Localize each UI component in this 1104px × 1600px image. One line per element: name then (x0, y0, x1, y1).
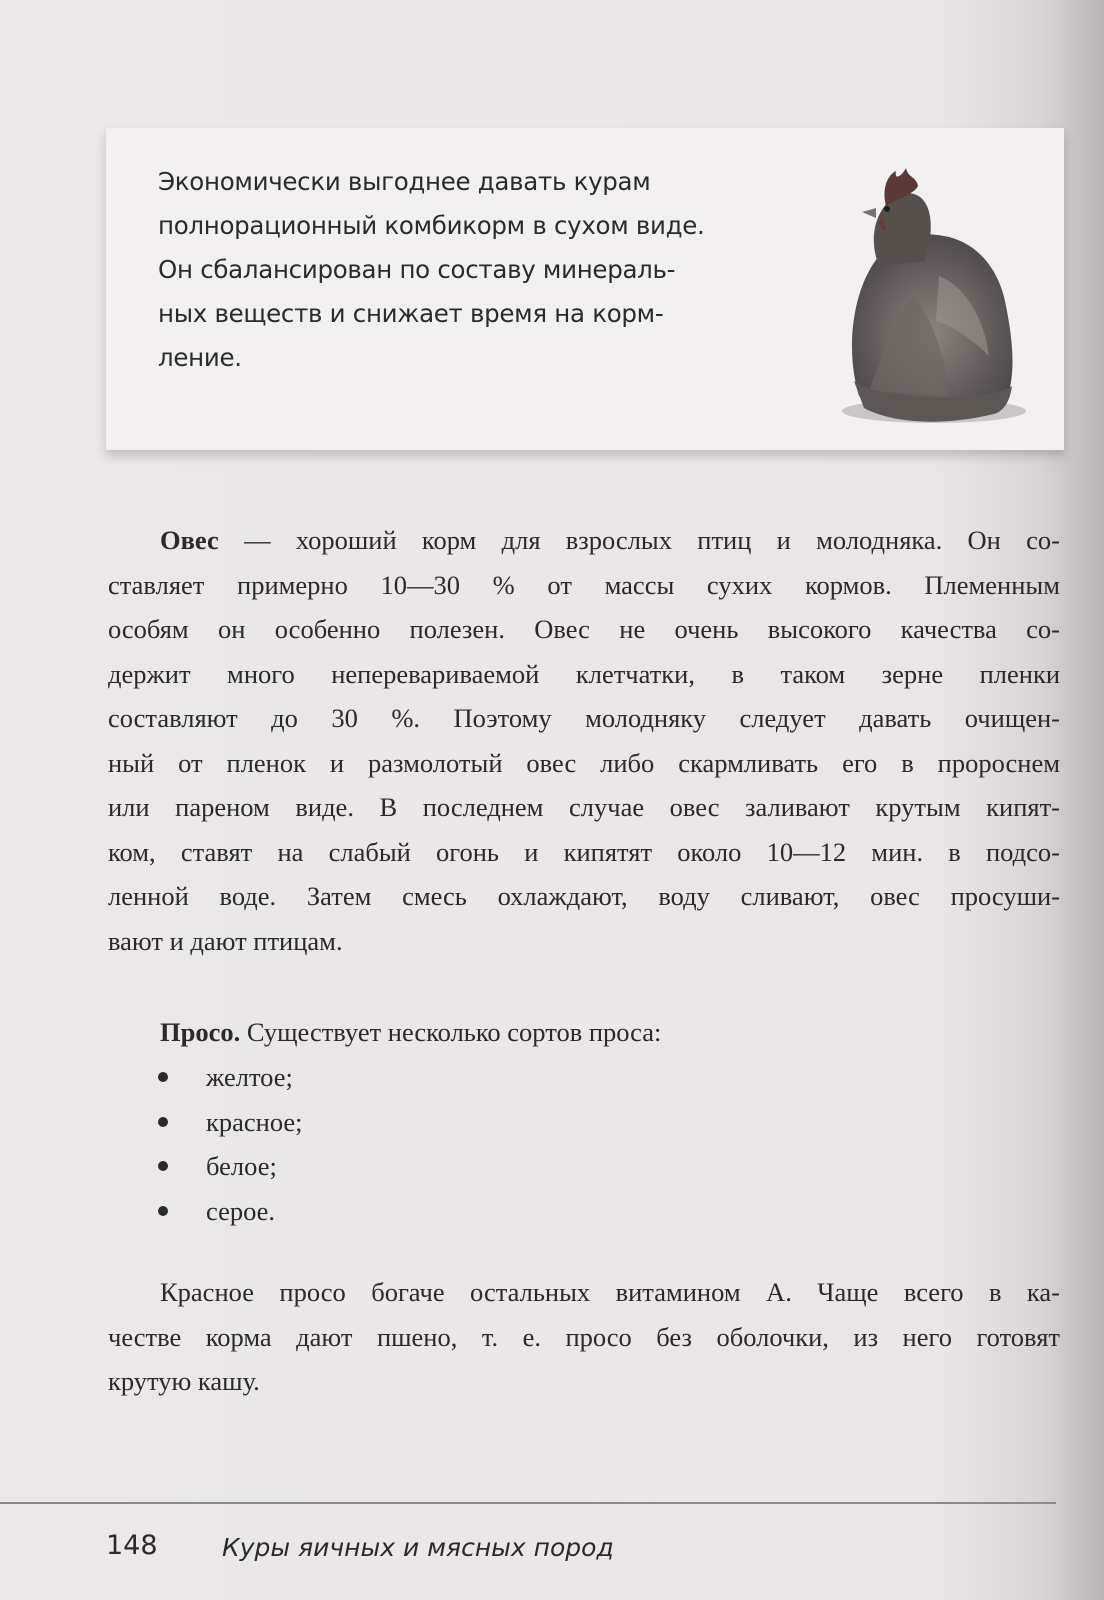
tip-box (106, 128, 1064, 450)
text-fragment: Существует несколько сортов проса: (240, 1017, 662, 1047)
term-oats: Овес (160, 525, 219, 555)
millet-paragraph (108, 1010, 1060, 1055)
text-line: или пареном виде. В последнем случае овес заливают крутым кипят- (108, 792, 1060, 822)
page-number: 148 (106, 1530, 158, 1561)
bullet-icon (158, 1117, 168, 1127)
text-line: вают и дают птицам. (108, 925, 343, 956)
list-item (158, 1189, 303, 1234)
text-line: держит много неперевариваемой клетчатки, в таком зерне пленки (108, 658, 1060, 689)
text-fragment: — хороший корм для взрослых птиц и молодняка. Он со- (218, 525, 1060, 555)
text-line: Красное просо богаче остальных витамином А. Чаще всего в ка- (160, 1277, 1060, 1307)
list-item (158, 1144, 303, 1189)
text-line: крутую кашу. (108, 1366, 260, 1396)
list-item-text: желтое; (206, 1062, 293, 1092)
hen-photo-icon (824, 146, 1034, 436)
list-item-text: белое; (206, 1151, 277, 1181)
bullet-icon (158, 1206, 168, 1216)
text-line: составляют до 30 %. Поэтому молодняку следует давать очищен- (108, 703, 1060, 733)
millet-varieties-list (158, 1055, 303, 1233)
tip-text (158, 160, 778, 380)
footer-divider (0, 1502, 1056, 1504)
text-line: ный от пленок и размолотый овес либо скармливать его в пророснем (108, 747, 1060, 778)
list-item (158, 1055, 303, 1100)
tip-line: полнорационный комбикорм в сухом виде. (158, 211, 705, 240)
bullet-icon (158, 1161, 168, 1171)
list-item-text: красное; (206, 1106, 303, 1137)
oats-paragraph (108, 518, 1060, 963)
text-line: особям он особенно полезен. Овес не очень высокого качества со- (108, 614, 1060, 644)
text-line: ленной воде. Затем смесь охлаждают, воду сливают, овес просуши- (108, 881, 1060, 911)
bullet-icon (158, 1072, 168, 1082)
term-millet: Просо. (160, 1017, 241, 1047)
tip-line: Экономически выгоднее давать курам (158, 167, 651, 196)
red-millet-paragraph (108, 1270, 1060, 1404)
text-line (108, 518, 1060, 563)
running-title: Куры яичных и мясных пород (222, 1533, 614, 1562)
text-line: ком, ставят на слабый огонь и кипятят около 10—12 мин. в подсо- (108, 836, 1060, 867)
tip-line: Он сбалансирован по составу минераль- (158, 255, 676, 284)
tip-line: ных веществ и снижает время на корм- (158, 299, 664, 328)
text-line (108, 1010, 1060, 1055)
text-line: ставляет примерно 10—30 % от массы сухих кормов. Племенным (108, 569, 1060, 600)
list-item-text: серое. (206, 1195, 276, 1226)
text-line: честве корма дают пшено, т. е. просо без оболочки, из него готовят (108, 1321, 1060, 1352)
list-item (158, 1100, 303, 1145)
tip-line: ление. (158, 343, 242, 372)
